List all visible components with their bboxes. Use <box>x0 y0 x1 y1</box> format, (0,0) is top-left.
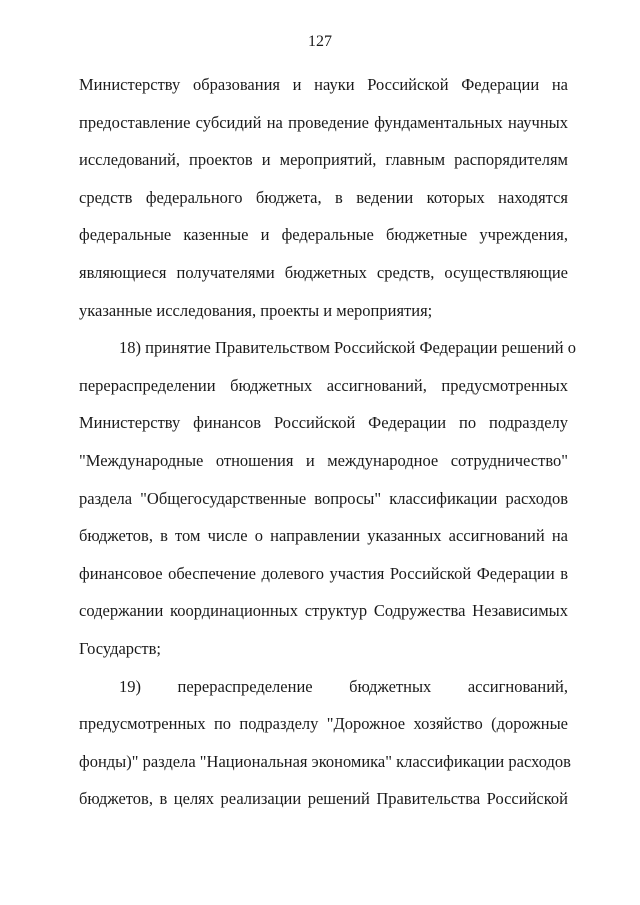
text-line: перераспределении бюджетных ассигнований, предусмотренных <box>79 375 568 395</box>
text-line: раздела "Общегосударственные вопросы" классификации расходов <box>79 488 568 508</box>
text-line: предусмотренных по подразделу "Дорожное хозяйство (дорожные <box>79 714 568 734</box>
text-line: средств федерального бюджета, в ведении которых находятся <box>79 187 568 207</box>
paragraph-19-first-line: 19) перераспределение бюджетных ассигнований, <box>119 676 568 696</box>
text-line: указанные исследования, проекты и мероприятия; <box>79 300 433 320</box>
text-line: "Международные отношения и международное сотрудничество" <box>79 450 568 470</box>
text-line: Государств; <box>79 638 161 658</box>
text-line: бюджетов, в том числе о направлении указанных ассигнований на <box>79 526 568 546</box>
body-text <box>79 66 577 818</box>
text-line: финансовое обеспечение долевого участия Российской Федерации в <box>79 563 568 583</box>
text-line: фонды)" раздела "Национальная экономика" классификации расходов <box>79 751 571 771</box>
text-line: исследований, проектов и мероприятий, главным распорядителям <box>79 150 568 170</box>
text-line: Министерству образования и науки Российской Федерации на <box>79 75 568 94</box>
text-line: являющиеся получателями бюджетных средств, осуществляющие <box>79 262 568 282</box>
text-line: предоставление субсидий на проведение фундаментальных научных <box>79 112 568 132</box>
page-number: 127 <box>308 33 332 50</box>
text-line: бюджетов, в целях реализации решений Правительства Российской <box>79 789 568 809</box>
text-line: содержании координационных структур Содружества Независимых <box>79 601 568 621</box>
text-line: Министерству финансов Российской Федерации по подразделу <box>79 413 568 433</box>
paragraph-18-first-line: 18) принятие Правительством Российской Федерации решений о <box>119 338 577 358</box>
text-line: федеральные казенные и федеральные бюджетные учреждения, <box>79 225 568 245</box>
